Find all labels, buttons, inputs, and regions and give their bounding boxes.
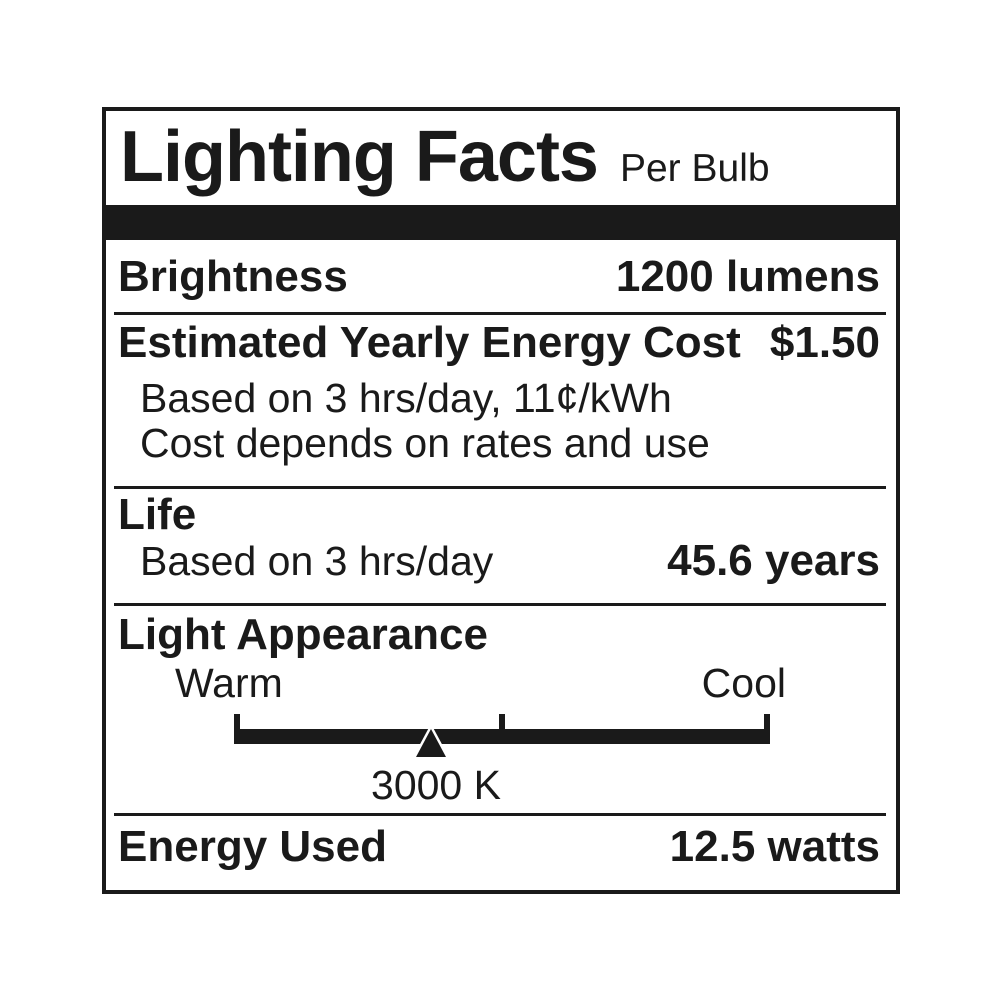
label-title: Lighting Facts xyxy=(120,117,598,197)
section-divider xyxy=(114,486,886,489)
brightness-label: Brightness xyxy=(118,252,348,301)
energy-cost-disclaimer-note: Cost depends on rates and use xyxy=(140,420,710,466)
energy-cost-basis-note: Based on 3 hrs/day, 11¢/kWh xyxy=(140,375,672,421)
section-divider xyxy=(114,603,886,606)
energy-cost-value: $1.50 xyxy=(769,318,880,367)
warm-label: Warm xyxy=(175,660,283,706)
energy-cost-label: Estimated Yearly Energy Cost xyxy=(118,318,741,367)
energy-used-row xyxy=(118,823,880,871)
life-label: Life xyxy=(118,490,197,539)
color-temperature-scale xyxy=(228,710,776,762)
light-appearance-label: Light Appearance xyxy=(118,610,488,659)
per-bulb-text: Per Bulb xyxy=(619,147,770,190)
life-row xyxy=(140,537,880,585)
scale-tick-middle xyxy=(499,714,505,731)
title-row xyxy=(120,118,770,197)
section-divider xyxy=(114,312,886,315)
lighting-facts-label xyxy=(102,107,900,894)
brightness-value: 1200 lumens xyxy=(615,252,880,301)
life-value: 45.6 years xyxy=(667,536,880,585)
energy-used-value: 12.5 watts xyxy=(669,822,880,871)
temperature-value: 3000 K xyxy=(371,762,501,808)
energy-used-label: Energy Used xyxy=(118,822,387,871)
energy-cost-row xyxy=(118,319,880,367)
scale-bar xyxy=(234,729,770,744)
scale-tick-right xyxy=(764,714,770,731)
life-basis-note: Based on 3 hrs/day xyxy=(140,538,494,584)
warm-cool-row xyxy=(175,661,786,706)
section-divider xyxy=(114,813,886,816)
scale-tick-left xyxy=(234,714,240,731)
title-divider-bar xyxy=(106,205,896,240)
cool-label: Cool xyxy=(701,660,786,706)
brightness-row xyxy=(118,253,880,301)
